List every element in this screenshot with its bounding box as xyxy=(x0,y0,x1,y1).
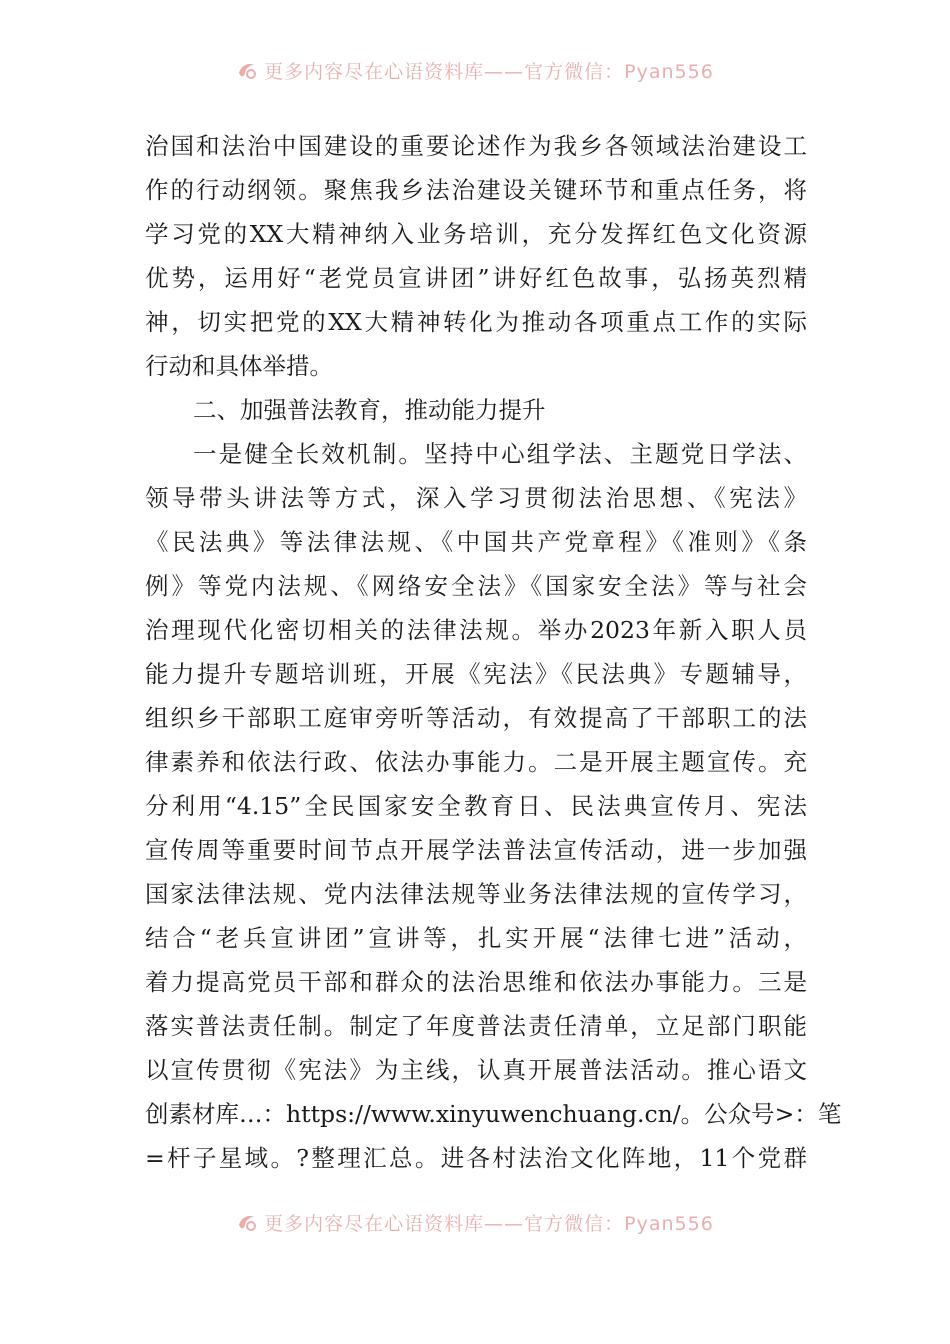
text-line: 创素材库…：https://www.xinyuwenchuang.cn/。公众号>：笔 xyxy=(145,1100,842,1128)
text-line: 治理现代化密切相关的法律法规。举办2023年新入职人员 xyxy=(145,616,807,644)
text-line: 宣传周等重要时间节点开展学法普法宣传活动，进一步加强 xyxy=(145,836,807,864)
text-line: =杆子星域。?整理汇总。进各村法治文化阵地，11个党群 xyxy=(145,1144,807,1172)
section-heading: 二、加强普法教育，推动能力提升 xyxy=(193,396,546,424)
text-line: 分利用“4.15”全民国家安全教育日、民法典宣传月、宪法 xyxy=(145,792,807,820)
logo-icon xyxy=(236,59,258,81)
logo-icon xyxy=(236,1211,258,1233)
watermark-text: 更多内容尽在心语资料库——官方微信：Pyan556 xyxy=(264,60,714,83)
text-line: 组织乡干部职工庭审旁听等活动，有效提高了干部职工的法 xyxy=(145,704,807,732)
text-line: 落实普法责任制。制定了年度普法责任清单，立足部门职能 xyxy=(145,1012,807,1040)
watermark-text: 更多内容尽在心语资料库——官方微信：Pyan556 xyxy=(264,1212,714,1235)
text-line: 作的行动纲领。聚焦我乡法治建设关键环节和重点任务，将 xyxy=(145,176,807,204)
text-line: 律素养和依法行政、依法办事能力。二是开展主题宣传。充 xyxy=(145,748,807,776)
text-line: 优势，运用好“老党员宣讲团”讲好红色故事，弘扬英烈精 xyxy=(145,264,807,292)
watermark-footer xyxy=(0,1206,950,1238)
text-line: 领导带头讲法等方式，深入学习贯彻法治思想、《宪法》 xyxy=(145,484,807,512)
watermark-header xyxy=(0,54,950,86)
document-body xyxy=(145,124,842,1180)
text-line: 结合“老兵宣讲团”宣讲等，扎实开展“法律七进”活动， xyxy=(145,924,807,952)
text-line: 国家法律法规、党内法律法规等业务法律法规的宣传学习， xyxy=(145,880,807,908)
text-line: 行动和具体举措。 xyxy=(145,352,333,380)
text-line: 能力提升专题培训班，开展《宪法》《民法典》专题辅导， xyxy=(145,660,807,688)
text-line: 《民法典》等法律法规、《中国共产党章程》《准则》《条 xyxy=(145,528,807,556)
text-line: 治国和法治中国建设的重要论述作为我乡各领域法治建设工 xyxy=(145,132,807,160)
text-line: 一是健全长效机制。坚持中心组学法、主题党日学法、 xyxy=(193,440,807,468)
text-line: 着力提高党员干部和群众的法治思维和依法办事能力。三是 xyxy=(145,968,807,996)
text-line: 以宣传贯彻《宪法》为主线，认真开展普法活动。推心语文 xyxy=(145,1056,807,1084)
text-line: 神，切实把党的XX大精神转化为推动各项重点工作的实际 xyxy=(145,308,807,336)
text-line: 例》等党内法规、《网络安全法》《国家安全法》等与社会 xyxy=(145,572,807,600)
text-line: 学习党的XX大精神纳入业务培训，充分发挥红色文化资源 xyxy=(145,220,807,248)
